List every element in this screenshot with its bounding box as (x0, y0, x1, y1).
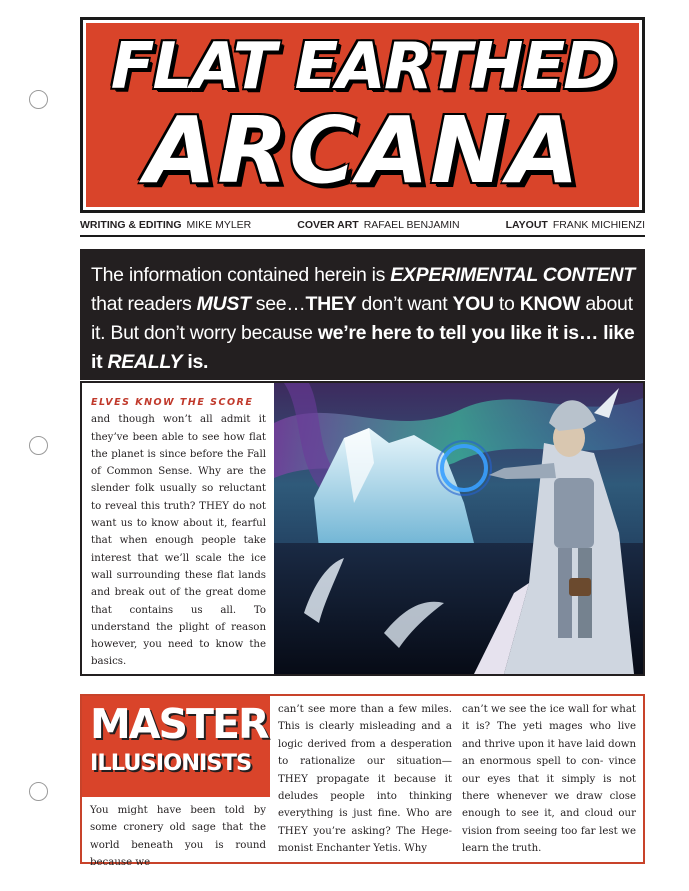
elf-pouch (569, 578, 591, 596)
credit-writing-name: MIKE MYLER (186, 219, 252, 231)
cover-illustration (274, 383, 643, 674)
credit-layout (506, 219, 645, 231)
credit-writing (80, 219, 251, 231)
credit-cover-label: COVER ART (297, 219, 359, 231)
banner-strong: we’re here to tell you like it is… like it (91, 322, 635, 373)
article-column-1: You might have been told by some cronery old sage that the world beneath you is round because we (90, 805, 266, 869)
cover-illustration-svg (274, 383, 643, 674)
section-heading-line-1: MASTER (90, 700, 268, 748)
credit-writing-label: WRITING & EDITING (80, 219, 182, 231)
masthead-panel (86, 23, 639, 207)
article-section (80, 694, 645, 869)
binder-hole-top (29, 90, 48, 109)
elf-armor (554, 478, 594, 548)
credits-bar (80, 215, 645, 237)
credit-cover (297, 219, 459, 231)
banner-strong: YOU (452, 293, 494, 315)
banner-text: about it. But don’t worry because (91, 293, 633, 344)
sidebar-column (82, 383, 272, 674)
banner-emphasis: EXPERIMENTAL CONTENT (390, 264, 635, 286)
masthead (80, 17, 645, 213)
binder-hole-middle (29, 436, 48, 455)
banner-text: don’t want (356, 293, 453, 315)
article-column-2: can’t see more than a few miles. This is clearly misleading and a logic derived from a desperation to rationalize our situation— THEY propagate it because it deludes people into thinking everything is just fine. Who are THEY you’re asking? The Hege- monist Enchanter Yetis. Why (278, 704, 452, 855)
banner-text: see… (250, 293, 306, 315)
credit-cover-name: RAFAEL BENJAMIN (363, 219, 460, 231)
banner-emphasis: MUST (196, 293, 251, 315)
banner-strong: KNOW (519, 293, 581, 315)
banner-strong: is. (182, 351, 209, 373)
banner-text: to (493, 293, 520, 315)
binder-hole-bottom (29, 782, 48, 801)
article-column-3: can’t we see the ice wall for what it is? The yeti mages who live and thrive upon it have laid down an enormous spell to con- vince our eyes that it simply is not there whenever we draw close enough to see it, and cloud our vision from seeing too far lest we learn the truth. (462, 704, 636, 855)
title-line-1: FLAT EARTHED (110, 30, 615, 104)
credit-layout-name: FRANK MICHIENZI (552, 219, 645, 231)
banner-text: that readers (91, 293, 197, 315)
banner-text: The information contained herein is (91, 264, 391, 286)
feature-area (80, 381, 645, 676)
sidebar-body: and though won’t all admit it they’ve been able to see how flat the planet is since before the Fall of Common Sense. Why are the slender folk usually so reluctant to reveal this truth? THEY do not want us to know about it, fearful that when enough people take interest that we’ll scale the ice wall surrounding these flat lands and break out of the great dome that contains us all. To understand the plight of reason however, you need to know the basics. (91, 414, 266, 668)
section-heading-line-2: ILLUSIONISTS (90, 750, 252, 776)
title-line-2: ARCANA (145, 97, 580, 204)
banner-strong: THEY (305, 293, 357, 315)
sidebar-lead: ELVES KNOW THE SCORE (91, 397, 254, 408)
section-heading-box (82, 696, 270, 797)
banner-emphasis: REALLY (107, 351, 183, 373)
intro-banner (80, 249, 645, 380)
credit-layout-label: LAYOUT (505, 219, 548, 231)
